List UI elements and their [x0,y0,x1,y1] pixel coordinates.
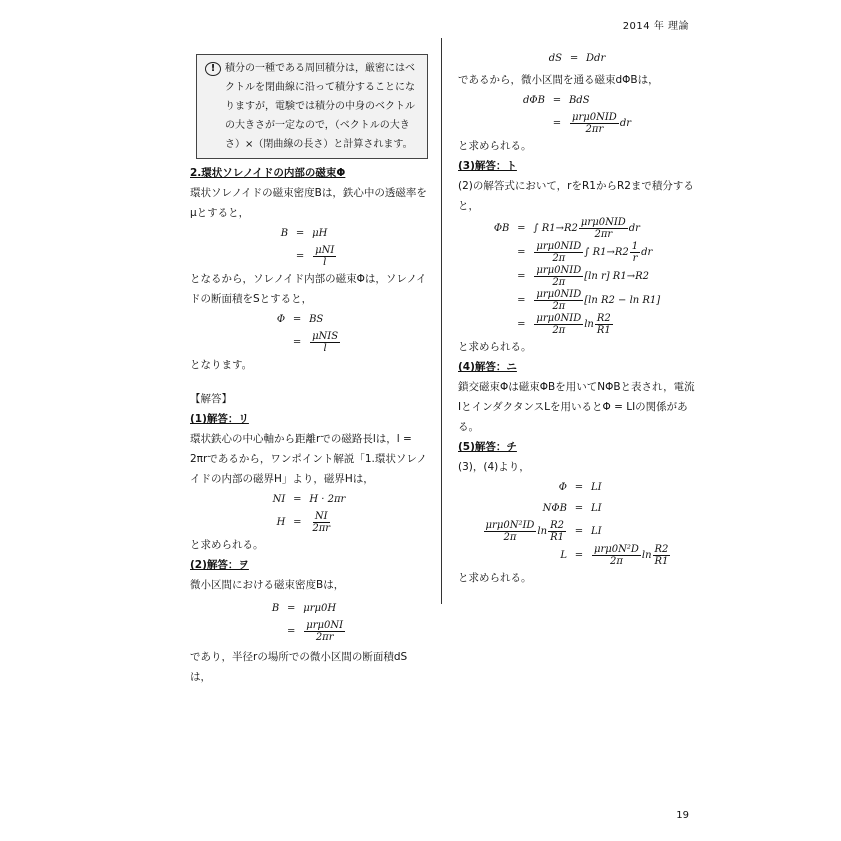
answer-heading-4: (4)解答：ニ [458,361,517,373]
page-header: 2014 年 理論 [622,21,689,32]
integral-sign: ∫ R1→R2 [533,223,578,234]
fraction: $\frac{\text{μrμ0NID}}{2\pi}$ [536,313,582,336]
fraction: $\frac{R2}{R1}$ [550,520,564,543]
fraction: $\frac{\text{μrμ0NID}}{2\pi r}$ [571,112,617,135]
paragraph: となります。 [190,359,253,371]
paragraph: と求められる。 [458,572,532,584]
fraction: $\frac{\text{μNIS}}{l}$ [312,331,339,354]
answer-heading-5: (5)解答：チ [458,441,517,453]
fraction: $\frac{\text{μrμ0NID}}{2\pi}$ [536,241,582,264]
paragraph: 環状鉄心の中心軸から距離rでの磁路長lは，l = 2πrであるから，ワンポイント解説「1.環状ソレノイドの内部の磁界H」より，磁界Hは， [190,433,427,485]
fraction: $\frac{\text{μrμ0N²D}}{2\pi}$ [593,544,639,567]
fraction: $\frac{\text{μNI}}{l}$ [315,245,335,268]
page-number: 19 [676,810,689,821]
paragraph: と求められる。 [458,341,532,353]
paragraph: と求められる。 [190,539,264,551]
equation-magnetic-field: NI = H · 2πr H = $\frac{NI}{2\pi r}$ [272,494,346,534]
left-column [190,48,428,687]
equation-inductance: Φ = LI NΦB = LI $\frac{\text{μrμ0N²ID}}{2\pi}$ ln $\frac{R2}{R1}$ = LI L = $\frac{\text{μrμ0N²D}}{2\pi}$ ln $\frac{R2}{R1}$ [485,482,669,567]
paragraph: 鎖交磁束Φは磁束ΦBを用いてNΦBと表され，電流IとインダクタンスLを用いるとΦ = LIの関係がある。 [458,381,695,433]
paragraph: であるから，微小区間を通る磁束dΦBは， [458,74,659,86]
fraction: $\frac{\text{μrμ0NID}}{2\pi r}$ [580,217,626,240]
equation-flux-density: B = μH = $\frac{\text{μNI}}{l}$ [280,228,335,268]
fraction: $\frac{\text{μrμ0NID}}{2\pi}$ [536,289,582,312]
fraction: $\frac{\text{μrμ0NI}}{2\pi r}$ [306,620,344,643]
exclamation-icon: ! [205,62,221,76]
paragraph: と求められる。 [458,140,532,152]
paragraph: となるから，ソレノイド内部の磁束Φは，ソレノイドの断面積をSとすると， [190,273,427,305]
note-box [196,54,428,159]
equation-area: dS = Ddr [548,53,606,64]
equation-flux-density-small: B = μrμ0H = $\frac{\text{μrμ0NI}}{2\pi r}$ [271,603,344,643]
paragraph: 微小区間における磁束密度Bは， [190,579,345,591]
equation-dphi: dΦB = BdS = $\frac{\text{μrμ0NID}}{2\pi r}$ dr [523,95,631,135]
paragraph: (2)の解答式において，rをR1からR2まで積分すると， [458,180,694,212]
section-heading: 2.環状ソレノイドの内部の磁束Φ [190,167,346,179]
fraction: $\frac{NI}{2\pi r}$ [312,511,331,534]
note-text: 積分の一種である周回積分は，厳密にはベクトルを閉曲線に沿って積分することになりますが，電験では積分の中身のベクトルの大きさが一定なので，（ベクトルの大きさ）×（閉曲線の長さ）と計算されます。 [225,63,415,150]
equation-integral: ΦB = ∫ R1→R2 $\frac{\text{μrμ0NID}}{2\pi r}$ dr = $\frac{\text{μrμ0NID}}{2\pi}$ ∫ R1→R2 $\frac{1}{r}$ dr = $\frac{\text{μrμ0NID}}{2\pi}$ [ln r] R1→R2 = $\frac{\text{μrμ0NID}}{2\pi}$ [ln R2 − ln R1] = $\frac{\text{μrμ0NID}}{2\pi}$ ln $\frac{R2}{R1}$ [493,217,661,336]
fraction: $\frac{R2}{R1}$ [596,313,611,336]
right-column [458,48,696,588]
fraction: $\frac{\text{μrμ0N²ID}}{2\pi}$ [485,520,535,543]
integral-sign: ∫ R1→R2 [584,247,629,258]
column-divider [441,38,442,604]
equation-flux: Φ = BS = $\frac{\text{μNIS}}{l}$ [276,314,339,354]
paragraph: (3)，(4)より， [458,461,530,473]
paragraph: 環状ソレノイドの磁束密度Bは，鉄心中の透磁率をμとすると， [190,187,427,219]
fraction: $\frac{\text{μrμ0NID}}{2\pi}$ [536,265,582,288]
fraction: $\frac{R2}{R1}$ [654,544,669,567]
paragraph: であり，半径rの場所での微小区間の断面積dSは， [190,651,408,683]
answer-heading-3: (3)解答：ト [458,160,517,172]
fraction: $\frac{1}{r}$ [631,241,639,264]
answer-heading-2: (2)解答：ヲ [190,559,249,571]
answer-title: 【解答】 [190,393,232,405]
answer-heading-1: (1)解答：リ [190,413,249,425]
